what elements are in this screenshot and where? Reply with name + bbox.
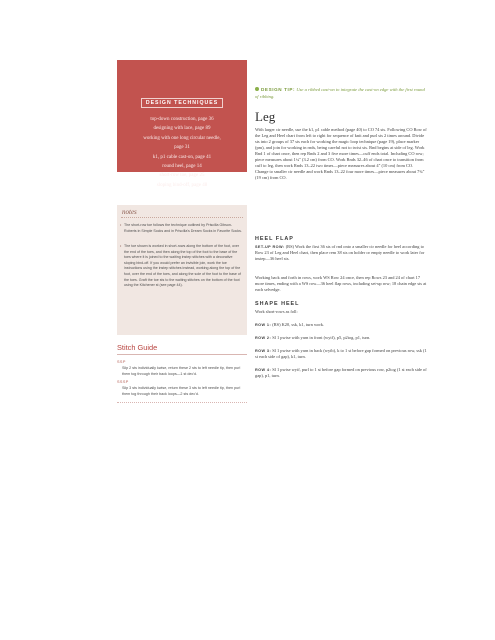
row-instruction <box>255 335 427 341</box>
row-text: Sl 1 pwise wyif, purl to 1 st before gap formed on previous row, p2tog (1 st each side of gap), p1, turn. <box>255 367 427 379</box>
design-techniques-list <box>125 115 239 190</box>
design-tip <box>255 87 425 100</box>
heel-flap-setup <box>255 244 427 262</box>
row-text: Sl 1 pwise with yarn in back (wyib), k to 1 st before gap formed on previous row, ssk (1 st each side of gap), k1, turn. <box>255 348 427 360</box>
bullet-icon: • <box>120 244 122 248</box>
row-text: (RS) K20, ssk, k1, turn work. <box>272 322 325 327</box>
note-text: The short-row toe follows the technique outlined by Priscilla Gibson-Roberts in Simple Socks and in Priscilla's Dream Socks in Favorite Socks. <box>124 223 242 233</box>
bullet-icon: • <box>120 223 122 227</box>
setup-row-text: (RS) Work the first 36 sts of rnd onto a smaller cir needle for heel according to Row 23 of Leg and Heel chart, then place rem 38 sts on holder or empty needle to work later for instep—36 heel sts. <box>255 244 425 262</box>
note-text: The toe shown is worked in short-rows along the bottom of the foot, over the end of the toes, and then along the top of the foot to the base of the toes where it is joined to the waiting instep stitches with a decorative sloping bind-off. If you would prefer an invisible join, work the toe instructions using the instep stitches instead, working along the top of the foot, over the end of the toes, and along the sole of the foot to the base of the toes. Graft the toe sts to the waiting stitches on the bottom of the foot using the Kitchener st (see page 44). <box>124 244 241 288</box>
stitch-guide-text: Slip 2 sts individually kwise, return these 2 sts to left needle tip, then purl them tog through their back loops—1 st dec'd. <box>122 366 241 376</box>
row-instruction <box>255 322 427 328</box>
note-item <box>120 244 242 289</box>
heel-flap-instructions: Working back and forth in rows, work WS Row 24 once, then rep Rows 23 and 24 of chart 17 more times, ending with a WS row—36 heel flap rows, including set-up row; 18 chain edge sts at each selvedge. <box>255 275 427 293</box>
design-tip-text: Use a ribbed cast-on to integrate the cast-on edge with the first round of ribbing. <box>255 87 425 99</box>
notes-title: notes <box>122 208 137 216</box>
notes-box <box>117 205 247 335</box>
stitch-guide-title: Stitch Guide <box>117 343 158 352</box>
design-tip-lead: DESIGN TIP: <box>261 87 296 92</box>
technique-item: top-down construction, page 36 <box>150 117 214 122</box>
technique-item: page 31 <box>174 145 190 151</box>
technique-item: short-row toe, page 25 <box>159 173 205 179</box>
row-instruction <box>255 348 427 360</box>
row-label: ROW 1: <box>255 323 272 327</box>
stitch-guide-label: SSP <box>117 360 126 364</box>
heel-flap-heading: HEEL FLAP <box>255 236 294 242</box>
stitch-guide-divider <box>117 354 247 355</box>
row-text: Sl 1 pwise with yarn in front (wyif), p5, p2tog, p1, turn. <box>272 335 371 340</box>
technique-item: working with one long circular needle, <box>143 135 221 141</box>
row-instruction <box>255 367 427 379</box>
stitch-guide-label: SSSP <box>117 380 129 384</box>
shape-heel-heading: SHAPE HEEL <box>255 301 300 307</box>
notes-divider <box>121 217 243 219</box>
shape-heel-intro: Work short-rows as foll: <box>255 309 298 314</box>
row-label: ROW 4: <box>255 368 272 372</box>
design-techniques-box <box>117 60 247 188</box>
note-item <box>120 223 242 234</box>
setup-row-label: SET-UP ROW: <box>255 245 285 249</box>
section-title: Leg <box>255 109 276 124</box>
design-techniques-title: DESIGN TECHNIQUES <box>141 98 223 108</box>
leg-instructions: With larger cir needle, use the k1, p1 cable method (page 40) to CO 74 sts. Following CO Row of the Leg and Heel chart from left to right for sequence of knit and purl sts 2 times around. Divide sts into 2 groups of 37 sts each for working the magic loop technique (page 19), place marker (pm), and join for working in rnds, being careful not to twist sts. Rnd begins at side of leg. Work Rnd 1 of chart once, then rep Rnds 2 and 3 five more times—cuff ends total. Including CO row; piece measures about 1¼" (3.2 cm) from CO. Work Rnds 32–46 of chart once to transition from cuff to leg, then work Rnds 13–22 two times—piece measures about 4" (10 cm) from CO. Change to smaller cir needle and work Rnds 13–22 four more times—piece measures about 7¾" (19 cm) from CO. <box>255 127 427 181</box>
technique-item: round heel, page 14 <box>162 164 202 170</box>
row-label: ROW 2: <box>255 336 272 340</box>
tip-bullet-icon <box>255 87 259 91</box>
stitch-guide-end-divider <box>117 402 247 403</box>
technique-item: designing with lace, page 89 <box>153 126 211 132</box>
stitch-guide-text: Slip 3 sts individually kwise, return these 3 sts to left needle tip, then purl them tog through their back loops—2 sts dec'd. <box>122 386 241 396</box>
technique-item: sloping bind-off, page 48 <box>156 182 208 188</box>
technique-item: k1, p1 cable cast-on, page 41 <box>152 154 212 160</box>
row-label: ROW 3: <box>255 349 272 353</box>
